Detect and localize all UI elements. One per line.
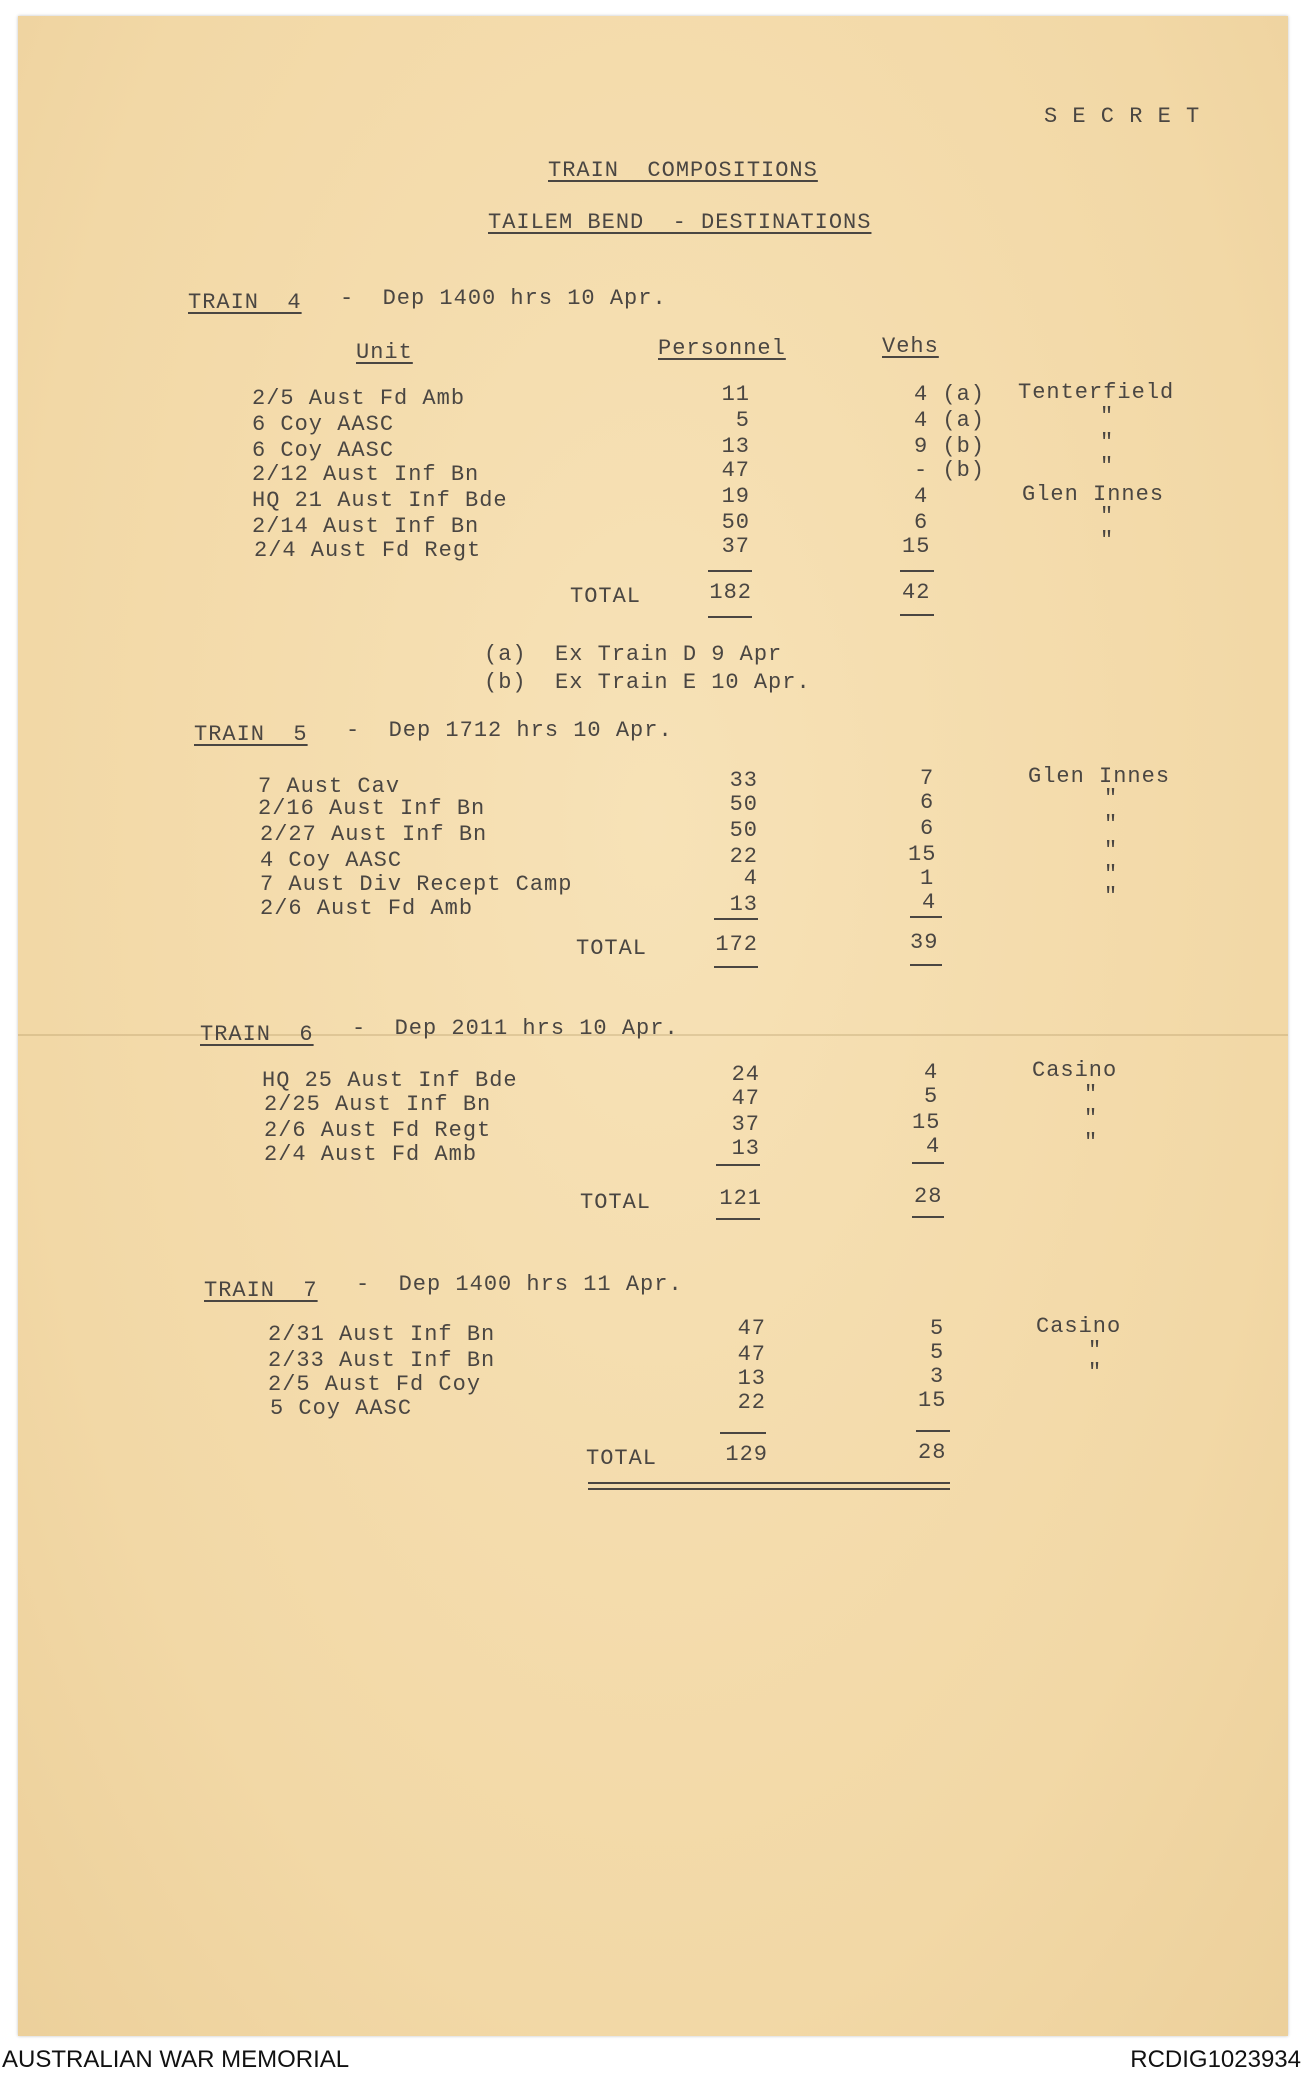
- table-row-vehs: 6: [914, 510, 929, 535]
- total-rule: [900, 614, 934, 616]
- total-rule: [716, 1218, 760, 1220]
- table-row-destination: ": [1100, 528, 1115, 553]
- total-label: TOTAL: [586, 1446, 658, 1471]
- table-row-personnel: 13: [721, 434, 750, 459]
- total-label: TOTAL: [580, 1190, 652, 1215]
- footnote-a: (a) Ex Train D 9 Apr: [484, 642, 783, 667]
- table-row-destination: ": [1100, 430, 1115, 455]
- table-row-destination: Glen Innes: [1028, 764, 1171, 789]
- train-6-name: TRAIN 6: [200, 1022, 314, 1047]
- document-title: TRAIN COMPOSITIONS: [548, 158, 818, 183]
- table-row-vehs: 4 (a): [914, 382, 986, 407]
- table-row-vehs: 9 (b): [914, 434, 986, 459]
- table-row-destination: Casino: [1032, 1058, 1118, 1083]
- table-row-destination: Glen Innes: [1022, 482, 1165, 507]
- table-row-personnel: 50: [729, 818, 758, 843]
- table-row-vehs: 6: [920, 816, 935, 841]
- table-row-destination: ": [1088, 1338, 1103, 1363]
- table-row-vehs: 4: [922, 890, 937, 915]
- grand-total-double-rule: [588, 1488, 950, 1490]
- table-row-vehs: 5: [930, 1316, 945, 1341]
- table-row-destination: ": [1084, 1082, 1099, 1107]
- subtotal-rule: [716, 1164, 760, 1166]
- table-row-personnel: 22: [729, 844, 758, 869]
- total-personnel: 129: [725, 1442, 768, 1467]
- table-row-vehs: 5: [930, 1340, 945, 1365]
- table-row-vehs: - (b): [914, 458, 986, 483]
- table-row-vehs: 4 (a): [914, 408, 986, 433]
- table-row-unit: 6 Coy AASC: [252, 412, 395, 437]
- table-row-vehs: 4: [914, 484, 929, 509]
- table-row-vehs: 15: [902, 534, 931, 559]
- table-row-destination: ": [1100, 404, 1115, 429]
- table-row-unit: 2/12 Aust Inf Bn: [252, 462, 480, 487]
- table-row-unit: 2/5 Aust Fd Coy: [268, 1372, 482, 1397]
- table-row-personnel: 13: [731, 1136, 760, 1161]
- table-row-destination: ": [1104, 838, 1119, 863]
- table-row-personnel: 19: [721, 484, 750, 509]
- table-row-personnel: 37: [721, 534, 750, 559]
- total-rule: [910, 964, 942, 966]
- column-header-personnel: Personnel: [658, 336, 786, 361]
- grand-total-double-rule: [588, 1482, 950, 1484]
- total-label: TOTAL: [576, 936, 648, 961]
- table-row-personnel: 50: [729, 792, 758, 817]
- table-row-unit: 7 Aust Div Recept Camp: [260, 872, 573, 897]
- table-row-vehs: 4: [924, 1060, 939, 1085]
- total-personnel: 182: [709, 580, 752, 605]
- total-vehs: 28: [918, 1440, 947, 1465]
- table-row-vehs: 6: [920, 790, 935, 815]
- table-row-destination: ": [1100, 454, 1115, 479]
- total-personnel: 172: [715, 932, 758, 957]
- table-row-destination: ": [1088, 1360, 1103, 1385]
- table-row-personnel: 11: [721, 382, 750, 407]
- subtotal-rule: [912, 1162, 944, 1164]
- table-row-unit: HQ 21 Aust Inf Bde: [252, 488, 508, 513]
- total-vehs: 42: [902, 580, 931, 605]
- table-row-vehs: 15: [918, 1388, 947, 1413]
- total-label: TOTAL: [570, 584, 642, 609]
- table-row-unit: 2/6 Aust Fd Regt: [264, 1118, 492, 1143]
- table-row-personnel: 47: [737, 1342, 766, 1367]
- classification-label: S E C R E T: [1044, 104, 1201, 129]
- table-row-unit: 2/25 Aust Inf Bn: [264, 1092, 492, 1117]
- table-row-unit: 2/33 Aust Inf Bn: [268, 1348, 496, 1373]
- table-row-personnel: 13: [737, 1366, 766, 1391]
- table-row-destination: ": [1104, 812, 1119, 837]
- table-row-personnel: 24: [731, 1062, 760, 1087]
- table-row-unit: 2/6 Aust Fd Amb: [260, 896, 474, 921]
- table-row-destination: ": [1104, 862, 1119, 887]
- table-row-destination: ": [1104, 884, 1119, 909]
- table-row-unit: 5 Coy AASC: [270, 1396, 413, 1421]
- table-row-destination: ": [1104, 786, 1119, 811]
- subtotal-rule: [720, 1432, 766, 1434]
- train-6-departure: - Dep 2011 hrs 10 Apr.: [352, 1016, 679, 1041]
- table-row-unit: 2/27 Aust Inf Bn: [260, 822, 488, 847]
- table-row-unit: 7 Aust Cav: [258, 774, 401, 799]
- table-row-unit: 2/16 Aust Inf Bn: [258, 796, 486, 821]
- footnote-b: (b) Ex Train E 10 Apr.: [484, 670, 811, 695]
- table-row-unit: 2/5 Aust Fd Amb: [252, 386, 466, 411]
- column-header-unit: Unit: [356, 340, 413, 365]
- table-row-personnel: 4: [743, 866, 758, 891]
- subtotal-rule: [708, 570, 752, 572]
- table-row-destination: ": [1084, 1106, 1099, 1131]
- table-row-vehs: 3: [930, 1364, 945, 1389]
- subtotal-rule: [714, 918, 758, 920]
- subtotal-rule: [916, 1430, 950, 1432]
- table-row-personnel: 47: [737, 1316, 766, 1341]
- table-row-unit: 6 Coy AASC: [252, 438, 395, 463]
- table-row-personnel: 47: [721, 458, 750, 483]
- document-subtitle: TAILEM BEND - DESTINATIONS: [488, 210, 872, 235]
- table-row-vehs: 5: [924, 1084, 939, 1109]
- table-row-personnel: 47: [731, 1086, 760, 1111]
- table-row-personnel: 37: [731, 1112, 760, 1137]
- table-row-destination: Casino: [1036, 1314, 1122, 1339]
- table-row-personnel: 22: [737, 1390, 766, 1415]
- subtotal-rule: [900, 570, 934, 572]
- table-row-unit: 2/31 Aust Inf Bn: [268, 1322, 496, 1347]
- table-row-unit: 4 Coy AASC: [260, 848, 403, 873]
- table-row-destination: ": [1100, 504, 1115, 529]
- table-row-vehs: 7: [920, 766, 935, 791]
- table-row-vehs: 1: [920, 866, 935, 891]
- total-rule: [708, 616, 752, 618]
- subtotal-rule: [910, 916, 942, 918]
- train-7-departure: - Dep 1400 hrs 11 Apr.: [356, 1272, 683, 1297]
- table-row-personnel: 5: [735, 408, 750, 433]
- table-row-unit: 2/4 Aust Fd Regt: [254, 538, 482, 563]
- table-row-personnel: 33: [729, 768, 758, 793]
- table-row-unit: 2/4 Aust Fd Amb: [264, 1142, 478, 1167]
- table-row-vehs: 15: [912, 1110, 941, 1135]
- table-row-vehs: 15: [908, 842, 937, 867]
- table-row-personnel: 50: [721, 510, 750, 535]
- total-vehs: 28: [914, 1184, 943, 1209]
- table-row-destination: Tenterfield: [1018, 380, 1175, 405]
- train-5-name: TRAIN 5: [194, 722, 308, 747]
- train-4-name: TRAIN 4: [188, 290, 302, 315]
- train-7-name: TRAIN 7: [204, 1278, 318, 1303]
- total-vehs: 39: [910, 930, 939, 955]
- table-row-destination: ": [1084, 1130, 1099, 1155]
- train-4-departure: - Dep 1400 hrs 10 Apr.: [340, 286, 667, 311]
- train-5-departure: - Dep 1712 hrs 10 Apr.: [346, 718, 673, 743]
- total-rule: [912, 1216, 944, 1218]
- table-row-vehs: 4: [926, 1134, 941, 1159]
- total-personnel: 121: [719, 1186, 762, 1211]
- column-header-vehs: Vehs: [882, 334, 939, 359]
- footer-institution: AUSTRALIAN WAR MEMORIAL: [2, 2046, 350, 2073]
- table-row-unit: 2/14 Aust Inf Bn: [252, 514, 480, 539]
- total-rule: [714, 966, 758, 968]
- table-row-unit: HQ 25 Aust Inf Bde: [262, 1068, 518, 1093]
- table-row-personnel: 13: [729, 892, 758, 917]
- footer-catalogue-id: RCDIG1023934: [1130, 2046, 1301, 2073]
